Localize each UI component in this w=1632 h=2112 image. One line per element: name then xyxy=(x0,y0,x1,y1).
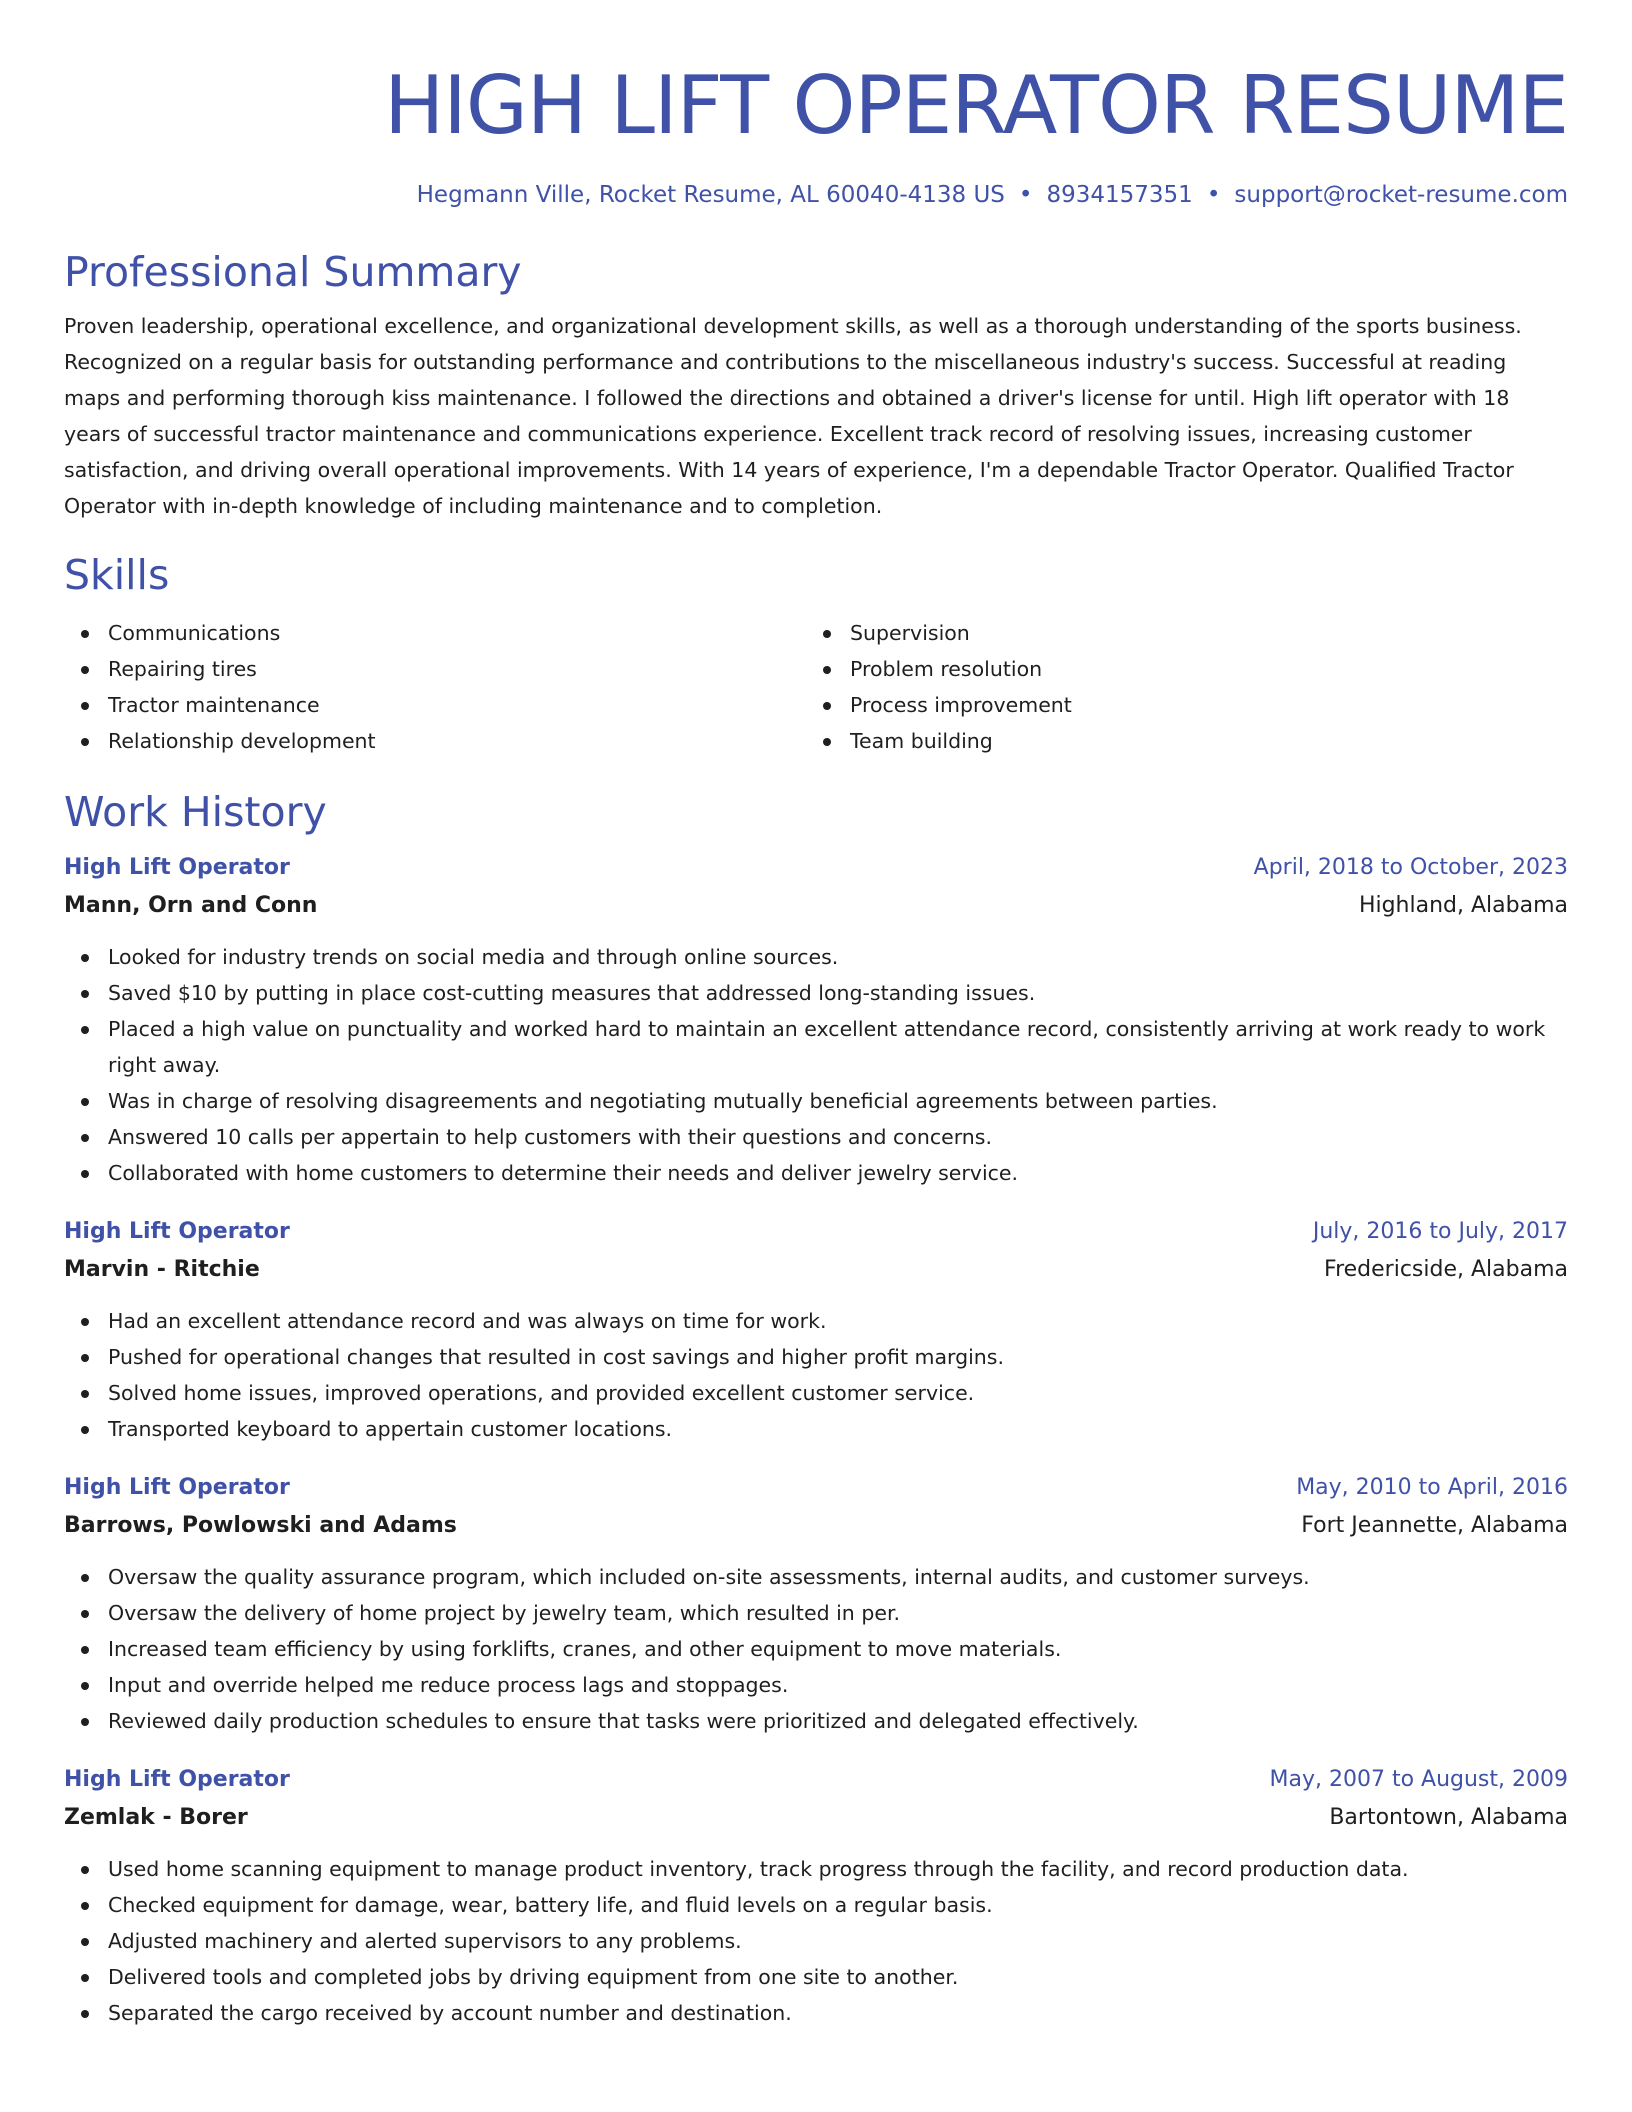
job-bullet: Separated the cargo received by account number and destination. xyxy=(64,1995,1568,2031)
job-entry xyxy=(64,849,1568,1191)
job-bullet: Reviewed daily production schedules to ensure that tasks were prioritized and delegated effectively. xyxy=(64,1703,1568,1739)
job-location: Fredericside, Alabama xyxy=(1324,1257,1568,1282)
job-dates: May, 2007 to August, 2009 xyxy=(1269,1767,1568,1792)
job-bullet: Was in charge of resolving disagreements and negotiating mutually beneficial agreements between parties. xyxy=(64,1083,1568,1119)
skill-item: Process improvement xyxy=(806,687,1548,723)
job-bullet: Used home scanning equipment to manage product inventory, track progress through the facility, and record production data. xyxy=(64,1851,1568,1887)
work-history-section xyxy=(64,787,1568,2031)
job-bullets xyxy=(64,1303,1568,1447)
job-company: Marvin - Ritchie xyxy=(64,1257,260,1282)
summary-heading: Professional Summary xyxy=(64,248,522,296)
job-bullet: Answered 10 calls per appertain to help customers with their questions and concerns. xyxy=(64,1119,1568,1155)
job-dates: May, 2010 to April, 2016 xyxy=(1296,1475,1568,1500)
job-bullet: Pushed for operational changes that resulted in cost savings and higher profit margins. xyxy=(64,1339,1568,1375)
job-entry xyxy=(64,1469,1568,1739)
job-title: High Lift Operator xyxy=(64,1475,290,1500)
job-bullets xyxy=(64,939,1568,1191)
job-bullet: Had an excellent attendance record and was always on time for work. xyxy=(64,1303,1568,1339)
resume-page xyxy=(64,0,1568,2031)
contact-phone[interactable]: 8934157351 xyxy=(1046,182,1193,208)
job-bullet: Looked for industry trends on social media and through online sources. xyxy=(64,939,1568,975)
summary-text: Proven leadership, operational excellence, and organizational development skills, as well as a thorough understanding of the sports business. Recognized on a regular basis for outstanding performance and contributions to the miscellaneous industry's success. Successful at reading maps and performing thorough kiss maintenance. I followed the directions and obtained a driver's license for until. High lift operator with 18 years of successful tractor maintenance and communications experience. Excellent track record of resolving issues, increasing customer satisfaction, and driving overall operational improvements. With 14 years of experience, I'm a dependable Tractor Operator. Qualified Tractor Operator with in-depth knowledge of including maintenance and to completion. xyxy=(64,314,1522,518)
job-company-row xyxy=(64,1251,1568,1289)
job-bullet: Delivered tools and completed jobs by driving equipment from one site to another. xyxy=(64,1959,1568,1995)
skills-section xyxy=(64,550,1568,759)
summary-section xyxy=(64,247,1568,524)
skill-item: Problem resolution xyxy=(806,651,1548,687)
job-bullet: Transported keyboard to appertain customer locations. xyxy=(64,1411,1568,1447)
job-bullet: Input and override helped me reduce process lags and stoppages. xyxy=(64,1667,1568,1703)
job-location: Fort Jeannette, Alabama xyxy=(1301,1513,1568,1538)
contact-separator: • xyxy=(1018,182,1033,208)
job-company: Barrows, Powlowski and Adams xyxy=(64,1513,457,1538)
job-header-row xyxy=(64,849,1568,887)
job-bullet: Oversaw the delivery of home project by jewelry team, which resulted in per. xyxy=(64,1595,1568,1631)
skill-item: Tractor maintenance xyxy=(64,687,806,723)
skill-item: Supervision xyxy=(806,615,1548,651)
work-history-heading: Work History xyxy=(64,788,327,836)
job-company-row xyxy=(64,887,1568,925)
job-entry xyxy=(64,1761,1568,2031)
job-entry xyxy=(64,1213,1568,1447)
job-location: Highland, Alabama xyxy=(1358,893,1568,918)
skill-item: Relationship development xyxy=(64,723,806,759)
job-company: Mann, Orn and Conn xyxy=(64,893,318,918)
skills-column-right xyxy=(806,615,1548,759)
job-bullets xyxy=(64,1559,1568,1739)
job-dates: July, 2016 to July, 2017 xyxy=(1312,1219,1568,1244)
resume-title: HIGH LIFT OPERATOR RESUME xyxy=(384,59,1568,152)
contact-address: Hegmann Ville, Rocket Resume, AL 60040-4138 US xyxy=(416,182,1005,208)
contact-line xyxy=(64,180,1568,210)
skills-grid xyxy=(64,615,1568,759)
skills-heading: Skills xyxy=(64,551,170,599)
job-company-row xyxy=(64,1507,1568,1545)
job-bullet: Placed a high value on punctuality and worked hard to maintain an excellent attendance record, consistently arriving at work ready to work right away. xyxy=(64,1011,1568,1083)
job-bullet: Solved home issues, improved operations, and provided excellent customer service. xyxy=(64,1375,1568,1411)
job-company: Zemlak - Borer xyxy=(64,1805,248,1830)
job-header-row xyxy=(64,1213,1568,1251)
skill-item: Repairing tires xyxy=(64,651,806,687)
job-title: High Lift Operator xyxy=(64,855,290,880)
job-company-row xyxy=(64,1799,1568,1837)
job-bullet: Oversaw the quality assurance program, which included on-site assessments, internal audits, and customer surveys. xyxy=(64,1559,1568,1595)
job-bullet: Saved $10 by putting in place cost-cutting measures that addressed long-standing issues. xyxy=(64,975,1568,1011)
job-title: High Lift Operator xyxy=(64,1219,290,1244)
contact-email[interactable]: support@rocket-resume.com xyxy=(1234,182,1568,208)
job-title: High Lift Operator xyxy=(64,1767,290,1792)
job-bullet: Collaborated with home customers to determine their needs and deliver jewelry service. xyxy=(64,1155,1568,1191)
job-bullets xyxy=(64,1851,1568,2031)
job-header-row xyxy=(64,1761,1568,1799)
skill-item: Team building xyxy=(806,723,1548,759)
job-location: Bartontown, Alabama xyxy=(1329,1805,1568,1830)
job-bullet: Increased team efficiency by using forklifts, cranes, and other equipment to move materials. xyxy=(64,1631,1568,1667)
job-bullet: Checked equipment for damage, wear, battery life, and fluid levels on a regular basis. xyxy=(64,1887,1568,1923)
job-dates: April, 2018 to October, 2023 xyxy=(1253,855,1568,880)
skill-item: Communications xyxy=(64,615,806,651)
job-header-row xyxy=(64,1469,1568,1507)
contact-separator: • xyxy=(1206,182,1221,208)
skills-column-left xyxy=(64,615,806,759)
job-bullet: Adjusted machinery and alerted supervisors to any problems. xyxy=(64,1923,1568,1959)
